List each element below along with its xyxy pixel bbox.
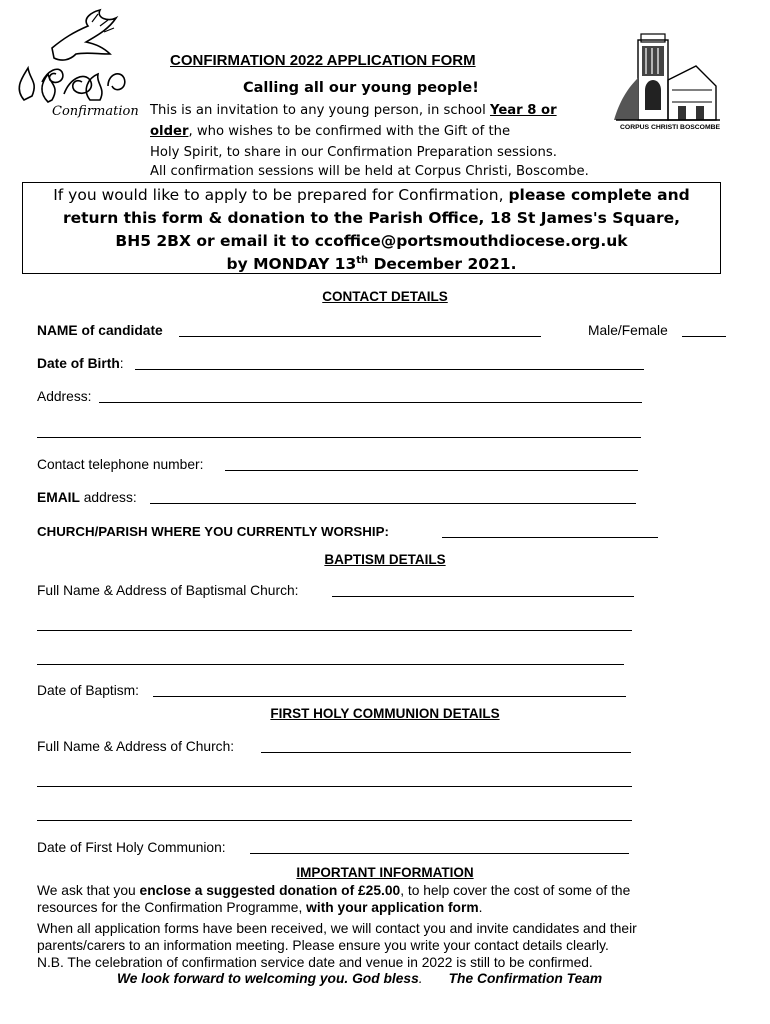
parish-field[interactable] bbox=[442, 537, 658, 538]
deadline-sup: th bbox=[356, 255, 369, 266]
gender-label: Male/Female bbox=[588, 323, 668, 338]
closing-signature: The Confirmation Team bbox=[448, 971, 603, 986]
candidate-name-field[interactable] bbox=[179, 336, 541, 337]
para-text: . bbox=[478, 900, 483, 915]
parish-label: CHURCH/PARISH WHERE YOU CURRENTLY WORSHIP: bbox=[37, 524, 389, 539]
intro-line-4: All confirmation sessions will be held at Corpus Christi, Boscombe. bbox=[150, 164, 589, 179]
candidate-name-label: NAME of candidate bbox=[37, 323, 163, 338]
important-heading: IMPORTANT INFORMATION bbox=[296, 865, 474, 880]
communion-church-field-line-2[interactable] bbox=[37, 786, 632, 787]
intro-older: older bbox=[150, 124, 189, 139]
submission-notice-box bbox=[22, 182, 721, 274]
donation-paragraph-line-2 bbox=[37, 899, 482, 916]
address-field[interactable] bbox=[99, 402, 642, 403]
baptism-heading: BAPTISM DETAILS bbox=[324, 552, 446, 567]
baptism-date-field[interactable] bbox=[153, 696, 626, 697]
baptismal-church-field-line-3[interactable] bbox=[37, 664, 624, 665]
deadline-text: by MONDAY 13 bbox=[226, 255, 357, 274]
communion-date-field[interactable] bbox=[250, 853, 629, 854]
communion-heading: FIRST HOLY COMMUNION DETAILS bbox=[270, 706, 500, 721]
closing-greeting: We look forward to welcoming you. God bless bbox=[117, 971, 419, 986]
intro-year: Year 8 or bbox=[489, 103, 557, 118]
logo-caption: Confirmation bbox=[52, 104, 139, 119]
baptism-date-label: Date of Baptism: bbox=[37, 683, 139, 698]
form-subtitle: Calling all our young people! bbox=[243, 80, 479, 96]
notice-text: If you would like to apply to be prepared for Confirmation, bbox=[53, 186, 509, 204]
gender-field[interactable] bbox=[682, 336, 726, 337]
communion-church-field-line-3[interactable] bbox=[37, 820, 632, 821]
church-caption: CORPUS CHRISTI BOSCOMBE bbox=[620, 124, 721, 131]
para-text: We ask that you bbox=[37, 883, 140, 898]
dob-field[interactable] bbox=[135, 369, 644, 370]
church-icon bbox=[612, 30, 722, 128]
notice-line-4 bbox=[23, 255, 720, 273]
email-field[interactable] bbox=[150, 503, 636, 504]
church-illustration bbox=[612, 30, 722, 135]
closing-period: . bbox=[418, 971, 423, 986]
meeting-paragraph-line-1: When all application forms have been received, we will contact you and invite candidates and their bbox=[37, 921, 637, 936]
communion-church-field[interactable] bbox=[261, 752, 631, 753]
intro-line-1 bbox=[150, 103, 557, 118]
dob-label-bold: Date of Birth bbox=[37, 356, 120, 371]
intro-text: This is an invitation to any young person, in school bbox=[150, 103, 490, 118]
dob-label-colon: : bbox=[119, 356, 124, 371]
email-label-bold: EMAIL bbox=[37, 490, 80, 505]
closing-line bbox=[117, 971, 602, 986]
baptismal-church-label: Full Name & Address of Baptismal Church: bbox=[37, 583, 299, 598]
meeting-paragraph-line-2: parents/carers to an information meeting. Please ensure you write your contact details clearly. bbox=[37, 938, 609, 953]
nb-paragraph: N.B. The celebration of confirmation service date and venue in 2022 is still to be confirmed. bbox=[37, 955, 593, 970]
address-field-line-2[interactable] bbox=[37, 437, 641, 438]
intro-line-3: Holy Spirit, to share in our Confirmation Preparation sessions. bbox=[150, 145, 557, 160]
notice-line-1 bbox=[23, 186, 720, 204]
deadline-text: December 2021. bbox=[368, 255, 517, 274]
email-label-rest: address: bbox=[79, 490, 137, 505]
baptismal-church-field-line-2[interactable] bbox=[37, 630, 632, 631]
form-title: CONFIRMATION 2022 APPLICATION FORM bbox=[170, 52, 476, 69]
para-text: resources for the Confirmation Programme, bbox=[37, 900, 307, 915]
communion-church-label: Full Name & Address of Church: bbox=[37, 739, 235, 754]
communion-date-label: Date of First Holy Communion: bbox=[37, 840, 226, 855]
phone-label: Contact telephone number: bbox=[37, 457, 204, 472]
intro-text: , who wishes to be confirmed with the Gift of the bbox=[188, 124, 511, 139]
donation-paragraph-line-1 bbox=[37, 882, 630, 899]
para-text-bold: with your application form bbox=[306, 900, 479, 915]
notice-line-2: return this form & donation to the Parish Office, 18 St James's Square, bbox=[62, 209, 681, 227]
donation-amount: enclose a suggested donation of £25.00 bbox=[139, 883, 401, 898]
contact-heading: CONTACT DETAILS bbox=[322, 289, 448, 304]
address-label: Address: bbox=[37, 389, 92, 404]
baptismal-church-field[interactable] bbox=[332, 596, 634, 597]
notice-text-bold: please complete and bbox=[508, 186, 690, 204]
email-label bbox=[37, 490, 137, 505]
dob-label bbox=[37, 356, 124, 371]
phone-field[interactable] bbox=[225, 470, 638, 471]
intro-line-2 bbox=[150, 124, 510, 139]
confirmation-logo bbox=[12, 8, 137, 123]
notice-line-3: BH5 2BX or email it to ccoffice@portsmouthdiocese.org.uk bbox=[115, 232, 628, 250]
dove-flame-icon bbox=[12, 8, 137, 108]
para-text: , to help cover the cost of some of the bbox=[400, 883, 631, 898]
